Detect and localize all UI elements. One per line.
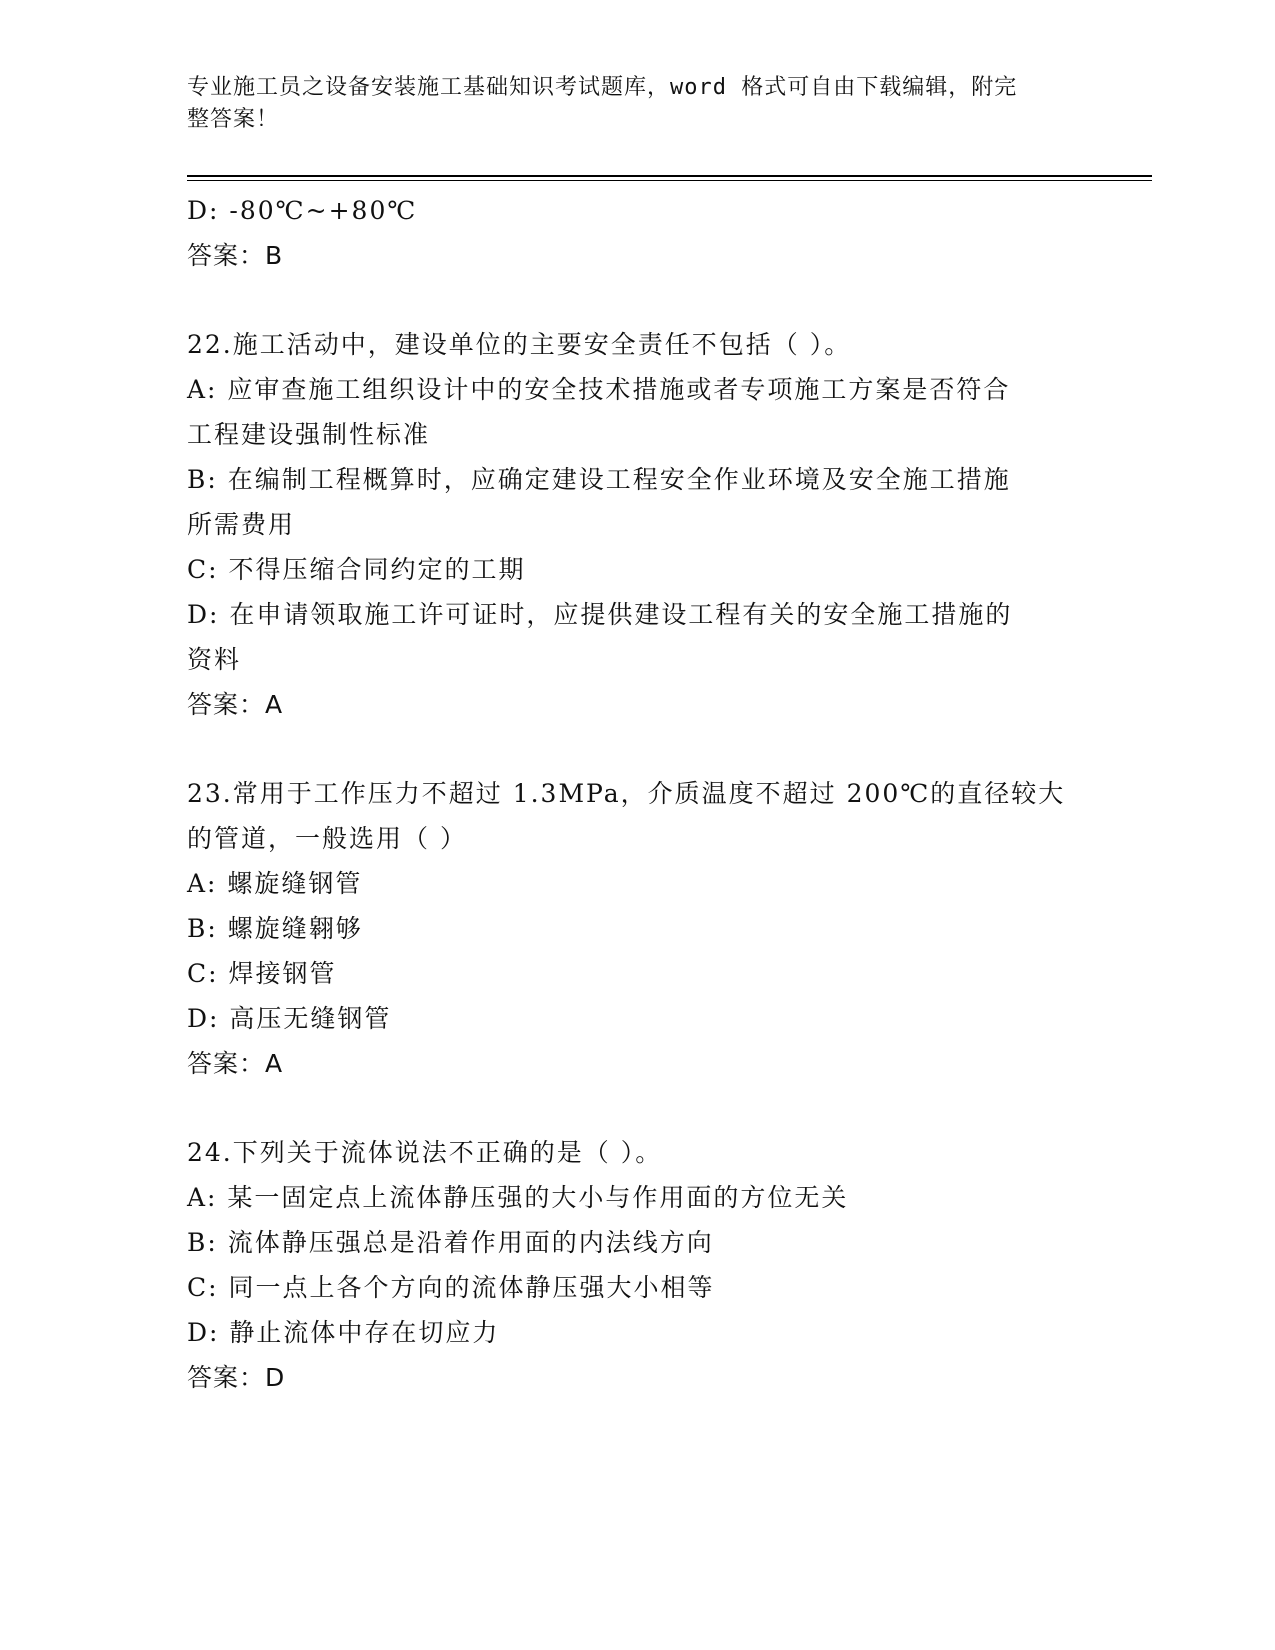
spacer <box>187 727 1077 771</box>
option-c: C: 焊接钢管 <box>187 959 337 988</box>
question-23 <box>187 771 1077 1086</box>
option-c: C: 不得压缩合同约定的工期 <box>187 555 526 584</box>
answer: 答案：A <box>187 1049 284 1078</box>
question-24 <box>187 1130 1077 1400</box>
option-c: C: 同一点上各个方向的流体静压强大小相等 <box>187 1273 715 1302</box>
option-d: D: -80℃~+80℃ <box>187 196 418 225</box>
answer: 答案：A <box>187 690 284 719</box>
option-a: A: 某一固定点上流体静压强的大小与作用面的方位无关 <box>187 1183 849 1212</box>
option-d: D: 高压无缝钢管 <box>187 1004 392 1033</box>
header-line-1: 专业施工员之设备安装施工基础知识考试题库，word 格式可自由下载编辑，附完 <box>187 75 1018 100</box>
exam-content <box>187 188 1077 1400</box>
option-b: B: 流体静压强总是沿着作用面的内法线方向 <box>187 1228 714 1257</box>
option-d: D: 在申请领取施工许可证时，应提供建设工程有关的安全施工措施的 <box>187 600 1013 629</box>
option-a-continued: 工程建设强制性标准 <box>187 420 431 449</box>
previous-question-tail <box>187 188 1077 278</box>
option-d: D: 静止流体中存在切应力 <box>187 1318 500 1347</box>
answer: 答案：D <box>187 1363 286 1392</box>
option-a: A: 应审查施工组织设计中的安全技术措施或者专项施工方案是否符合 <box>187 375 1011 404</box>
option-b-continued: 所需费用 <box>187 510 296 539</box>
spacer <box>187 1086 1077 1130</box>
question-22 <box>187 322 1077 727</box>
header-divider-thin <box>187 180 1152 181</box>
question-stem: 24.下列关于流体说法不正确的是（ ）。 <box>187 1138 663 1167</box>
option-d-continued: 资料 <box>187 645 242 674</box>
document-header <box>187 72 1087 136</box>
question-stem: 22.施工活动中，建设单位的主要安全责任不包括（ ）。 <box>187 330 852 359</box>
question-stem: 23.常用于工作压力不超过 1.3MPa，介质温度不超过 200℃的直径较大 <box>187 779 1066 808</box>
header-line-2: 整答案！ <box>187 107 280 132</box>
spacer <box>187 278 1077 322</box>
answer: 答案：B <box>187 241 284 270</box>
header-divider-thick <box>187 175 1152 177</box>
option-a: A: 螺旋缝钢管 <box>187 869 363 898</box>
option-b: B: 在编制工程概算时，应确定建设工程安全作业环境及安全施工措施 <box>187 465 1011 494</box>
option-b: B: 螺旋缝翱够 <box>187 914 363 943</box>
question-stem-continued: 的管道，一般选用（ ） <box>187 824 467 853</box>
